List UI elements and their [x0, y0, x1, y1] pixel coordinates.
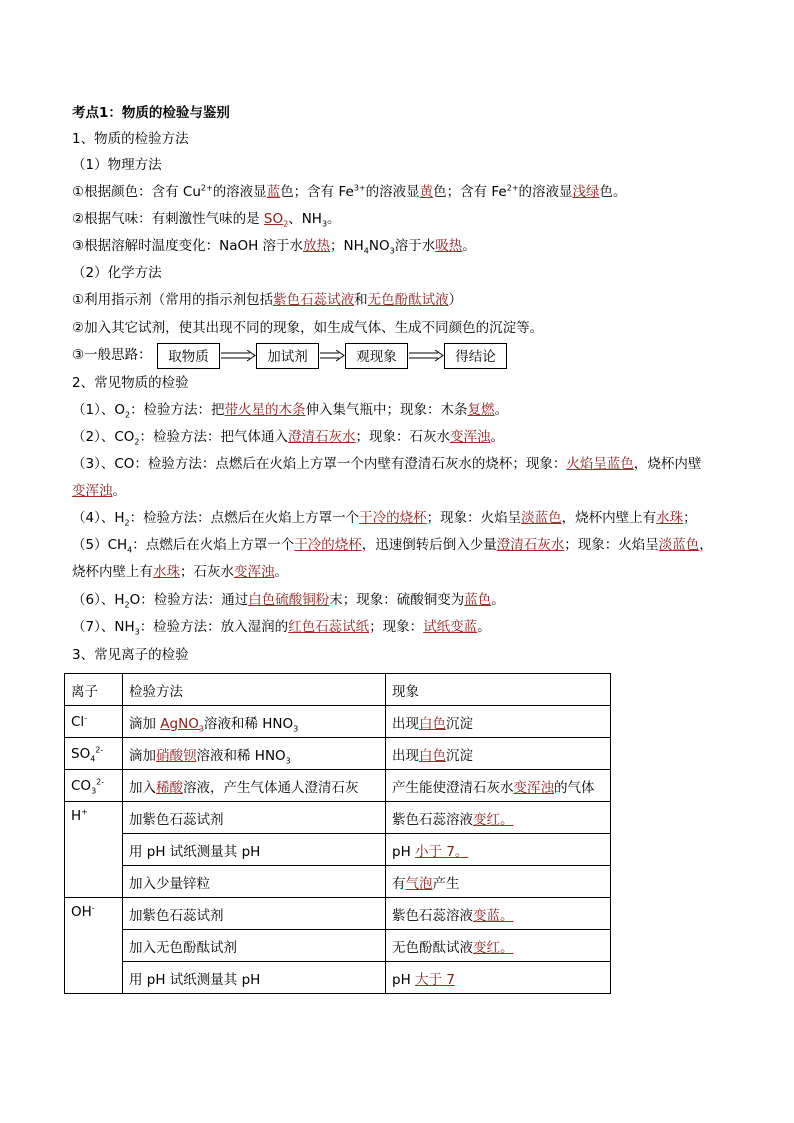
test-co-line-cont: 变浑浊。: [72, 483, 126, 499]
test-h2o-line: （6）、$H_2O$：检验方法：通过白色硫酸铜粉末；现象：硫酸铜变为蓝色。: [72, 592, 505, 610]
method-cell: 用 pH 试纸测量其 pH: [123, 834, 386, 866]
test-o2-line: （1）、$O_2$：检验方法：把带火星的木条伸入集气瓶中；现象：木条复燃。: [72, 402, 509, 420]
phenomenon-cell: 无色酚酞试液变红。: [386, 930, 611, 962]
physical-temperature-line: ③根据溶解时温度变化：NaOH 溶于水放热；$NH_4NO_3$溶于水吸热。: [72, 238, 476, 256]
phenomenon-cell: 出现白色沉淀: [386, 738, 611, 770]
flow-step-add-reagent: 加试剂: [256, 343, 319, 369]
method-cell: 加入无色酚酞试剂: [123, 930, 386, 962]
ion-test-table: [64, 673, 611, 994]
table-row: [65, 834, 611, 866]
heading-common-ions: 3、常见离子的检验: [72, 647, 189, 663]
table-header-row: [65, 674, 611, 706]
flow-arrow-icon: [319, 350, 345, 362]
phenomenon-cell: 产生能使澄清石灰水变浑浊的气体: [386, 770, 611, 802]
table-header-ion: 离子: [65, 674, 123, 706]
phenomenon-cell: 紫色石蕊溶液变蓝。: [386, 898, 611, 930]
chemical-reagent-line: ②加入其它试剂，使其出现不同的现象，如生成气体、生成不同颜色的沉淀等。: [72, 320, 544, 336]
test-co-line: （3）、CO：检验方法：点燃后在火焰上方罩一个内壁有澄清石灰水的烧杯；现象：火焰呈蓝色，烧杯内壁: [72, 456, 702, 472]
phenomenon-cell: pH 大于 7: [386, 962, 611, 994]
ion-cell: OH-: [65, 898, 123, 994]
table-row: [65, 898, 611, 930]
ion-cell: Cl-: [65, 706, 123, 738]
heading-detection-methods: 1、物质的检验方法: [72, 131, 189, 147]
table-row: [65, 866, 611, 898]
ion-cell: $SO_4^{2-}$: [65, 738, 123, 770]
physical-smell-line: ②根据气味：有刺激性气味的是 $SO_2$、$NH_3$。: [72, 211, 341, 229]
ion-cell: H+: [65, 802, 123, 898]
test-ch4-line-cont: 烧杯内壁上有水珠；石灰水变浑浊。: [72, 564, 288, 580]
method-cell: 加紫色石蕊试剂: [123, 898, 386, 930]
flow-arrow-icon: [408, 350, 444, 362]
phenomenon-cell: 有气泡产生: [386, 866, 611, 898]
test-nh3-line: （7）、$NH_3$：检验方法：放入湿润的红色石蕊试纸；现象：试纸变蓝。: [72, 619, 491, 637]
table-row: [65, 962, 611, 994]
physical-color-line: ①根据颜色：含有 $Cu^{2+}$的溶液显蓝色；含有 $Fe^{3+}$的溶液显黄色；含有 $Fe^{2+}$的溶液显浅绿色。: [72, 183, 627, 200]
test-ch4-line: $(5)CH_4$：点燃后在火焰上方罩一个干冷的烧杯，迅速倒转后倒入少量澄清石灰水；现象：火焰呈淡蓝色，: [72, 537, 713, 555]
table-row: [65, 738, 611, 770]
method-cell: 滴加硝酸钡溶液和稀 $HNO_3$: [123, 738, 386, 770]
phenomenon-cell: 紫色石蕊溶液变红。: [386, 802, 611, 834]
table-header-method: 检验方法: [123, 674, 386, 706]
heading-physical-method: （1）物理方法: [72, 157, 162, 173]
chemical-approach-label: ③一般思路：: [72, 347, 152, 363]
table-row: [65, 930, 611, 962]
method-cell: 用 pH 试纸测量其 pH: [123, 962, 386, 994]
heading-chemical-method: （2）化学方法: [72, 265, 162, 281]
chemical-indicator-line: ①利用指示剂（常用的指示剂包括紫色石蕊试液和无色酚酞试液）: [72, 292, 463, 308]
method-cell: 加入少量锌粒: [123, 866, 386, 898]
method-cell: 滴加 AgNO$_3$溶液和稀 $HNO_3$: [123, 706, 386, 738]
phenomenon-cell: pH 小于 7。: [386, 834, 611, 866]
table-header-phenomenon: 现象: [386, 674, 611, 706]
table-row: [65, 706, 611, 738]
flow-step-observe: 观现象: [345, 343, 408, 369]
heading-common-substances: 2、常见物质的检验: [72, 375, 189, 391]
method-cell: 加紫色石蕊试剂: [123, 802, 386, 834]
test-h2-line: （4）、$H_2$：检验方法：点燃后在火焰上方罩一个干冷的烧杯；现象：火焰呈淡蓝色，烧杯内壁上有水珠；: [72, 510, 697, 528]
table-row: [65, 770, 611, 802]
phenomenon-cell: 出现白色沉淀: [386, 706, 611, 738]
flow-step-conclusion: 得结论: [444, 343, 507, 369]
method-cell: 加入稀酸溶液，产生气体通人澄清石灰: [123, 770, 386, 802]
ion-cell: $CO_3^{2-}$: [65, 770, 123, 802]
section-title: 考点1：物质的检验与鉴别: [72, 105, 230, 121]
flow-arrow-icon: [220, 350, 256, 362]
flow-step-take-substance: 取物质: [157, 343, 220, 369]
table-row: [65, 802, 611, 834]
test-co2-line: （2）、$CO_2$：检验方法：把气体通入澄清石灰水；现象：石灰水变浑浊。: [72, 429, 504, 447]
